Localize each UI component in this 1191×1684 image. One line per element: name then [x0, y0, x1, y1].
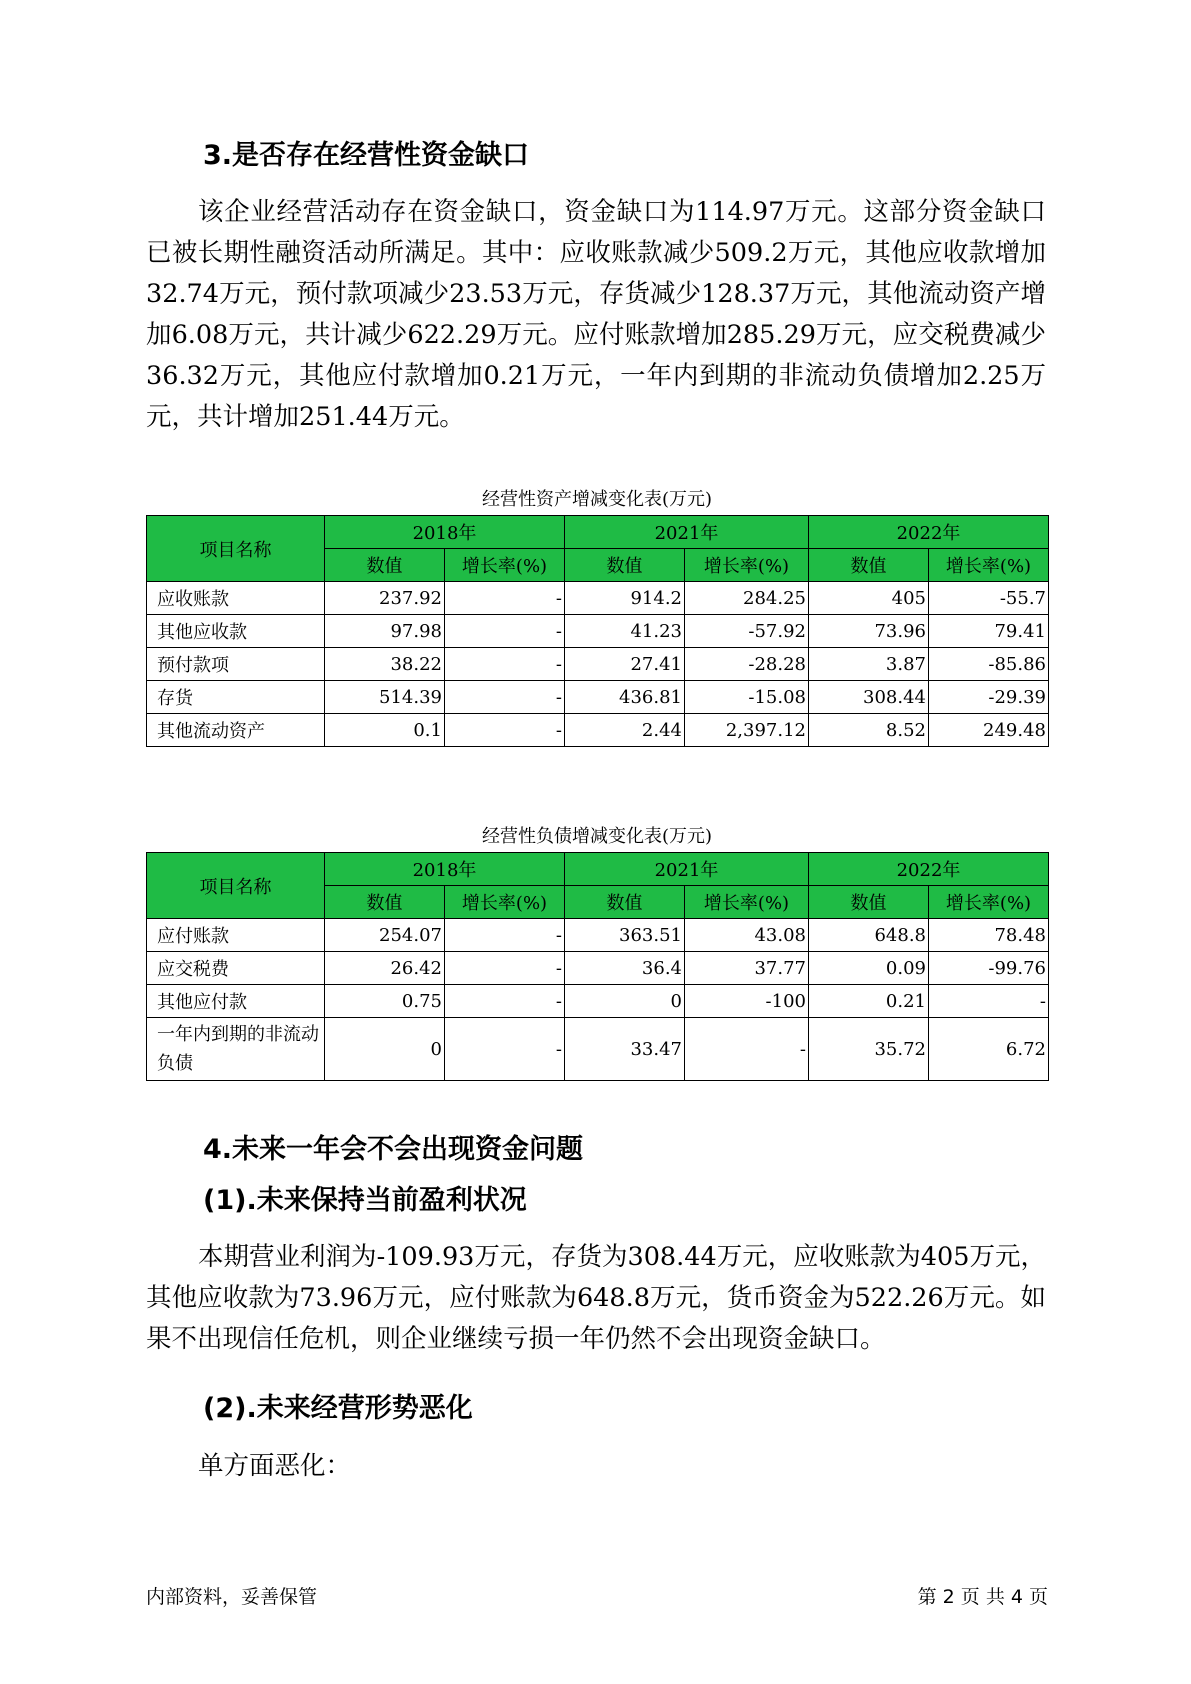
- table-cell: -: [445, 952, 565, 985]
- table-cell: -55.7: [929, 582, 1049, 615]
- table-row: [147, 1018, 1049, 1081]
- table-cell: 0.1: [325, 714, 445, 747]
- table-cell: 0.09: [809, 952, 929, 985]
- table-cell: 436.81: [565, 681, 685, 714]
- table-cell: 37.77: [685, 952, 809, 985]
- table-cell: 363.51: [565, 919, 685, 952]
- table-cell: 0.21: [809, 985, 929, 1018]
- table-cell: 2,397.12: [685, 714, 809, 747]
- table-cell: 38.22: [325, 648, 445, 681]
- table-cell: 237.92: [325, 582, 445, 615]
- table-row: [147, 681, 1049, 714]
- table-cell: 0: [565, 985, 685, 1018]
- table-row: [147, 985, 1049, 1018]
- table-cell: 35.72: [809, 1018, 929, 1081]
- liabilities-table-caption: 经营性负债增减变化表(万元): [481, 826, 713, 847]
- growth-subheader: 增长率(%): [929, 549, 1049, 582]
- row-label: 一年内到期的非流动负债: [147, 1018, 325, 1081]
- row-label: 预付款项: [147, 648, 325, 681]
- table-row: [147, 648, 1049, 681]
- year-header: 2021年: [565, 853, 809, 886]
- table-cell: -: [445, 648, 565, 681]
- liabilities-table: [146, 852, 1049, 1081]
- table-cell: 36.4: [565, 952, 685, 985]
- table-cell: 0: [325, 1018, 445, 1081]
- table-cell: -: [445, 582, 565, 615]
- row-label: 其他流动资产: [147, 714, 325, 747]
- table-cell: 308.44: [809, 681, 929, 714]
- table-cell: -99.76: [929, 952, 1049, 985]
- table-cell: -28.28: [685, 648, 809, 681]
- footer-page-number: 第 2 页 共 4 页: [917, 1586, 1048, 1608]
- table-cell: 27.41: [565, 648, 685, 681]
- value-subheader: 数值: [809, 549, 929, 582]
- year-header: 2018年: [325, 853, 565, 886]
- table-cell: 284.25: [685, 582, 809, 615]
- table-cell: -15.08: [685, 681, 809, 714]
- table-cell: 0.75: [325, 985, 445, 1018]
- table-cell: 914.2: [565, 582, 685, 615]
- table-cell: -: [445, 681, 565, 714]
- table-cell: -57.92: [685, 615, 809, 648]
- table-cell: -29.39: [929, 681, 1049, 714]
- table-cell: 97.98: [325, 615, 445, 648]
- table-cell: -: [445, 714, 565, 747]
- table-row: [147, 714, 1049, 747]
- growth-subheader: 增长率(%): [929, 886, 1049, 919]
- row-label: 存货: [147, 681, 325, 714]
- table-cell: -: [445, 985, 565, 1018]
- table-cell: 79.41: [929, 615, 1049, 648]
- value-subheader: 数值: [325, 549, 445, 582]
- table-cell: 8.52: [809, 714, 929, 747]
- row-label: 应交税费: [147, 952, 325, 985]
- assets-table: [146, 515, 1049, 747]
- row-label: 其他应付款: [147, 985, 325, 1018]
- table-cell: 73.96: [809, 615, 929, 648]
- value-subheader: 数值: [565, 886, 685, 919]
- table-cell: -: [685, 1018, 809, 1081]
- table-cell: 26.42: [325, 952, 445, 985]
- year-header: 2022年: [809, 853, 1049, 886]
- table-cell: 43.08: [685, 919, 809, 952]
- subsection-2-paragraph: 单方面恶化：: [198, 1451, 352, 1481]
- table-cell: 405: [809, 582, 929, 615]
- subsection-2-heading: (2).未来经营形势恶化: [203, 1393, 473, 1424]
- table-row: [147, 615, 1049, 648]
- table-cell: 514.39: [325, 681, 445, 714]
- value-subheader: 数值: [809, 886, 929, 919]
- year-header: 2021年: [565, 516, 809, 549]
- item-header: 项目名称: [147, 516, 325, 582]
- subsection-1-heading: (1).未来保持当前盈利状况: [203, 1185, 527, 1216]
- value-subheader: 数值: [325, 886, 445, 919]
- table-row: [147, 919, 1049, 952]
- subsection-1-paragraph: 本期营业利润为-109.93万元，存货为308.44万元，应收账款为405万元，其他应收款为73.96万元，应付账款为648.8万元，货币资金为522.26万元。如果不出现信任危机，则企业继续亏损一年仍然不会出现资金缺口。: [146, 1242, 1046, 1354]
- growth-subheader: 增长率(%): [685, 886, 809, 919]
- footer-confidential-note: 内部资料，妥善保管: [146, 1586, 318, 1608]
- table-cell: -: [445, 1018, 565, 1081]
- table-cell: -: [445, 615, 565, 648]
- table-cell: -100: [685, 985, 809, 1018]
- table-cell: 2.44: [565, 714, 685, 747]
- section-4-heading: 4.未来一年会不会出现资金问题: [203, 1134, 584, 1165]
- table-cell: 6.72: [929, 1018, 1049, 1081]
- table-cell: 648.8: [809, 919, 929, 952]
- table-cell: 33.47: [565, 1018, 685, 1081]
- assets-table-caption: 经营性资产增减变化表(万元): [481, 489, 713, 510]
- value-subheader: 数值: [565, 549, 685, 582]
- table-cell: 78.48: [929, 919, 1049, 952]
- item-header: 项目名称: [147, 853, 325, 919]
- row-label: 应付账款: [147, 919, 325, 952]
- growth-subheader: 增长率(%): [445, 886, 565, 919]
- year-header: 2018年: [325, 516, 565, 549]
- year-header: 2022年: [809, 516, 1049, 549]
- table-row: [147, 952, 1049, 985]
- table-cell: 3.87: [809, 648, 929, 681]
- table-cell: -85.86: [929, 648, 1049, 681]
- growth-subheader: 增长率(%): [445, 549, 565, 582]
- section-3-paragraph: 该企业经营活动存在资金缺口，资金缺口为114.97万元。这部分资金缺口已被长期性融资活动所满足。其中：应收账款减少509.2万元，其他应收款增加32.74万元，预付款项减少23.53万元，存货减少128.37万元，其他流动资产增加6.08万元，共计减少622.29万元。应付账款增加285.29万元，应交税费减少36.32万元，其他应付款增加0.21万元，一年内到期的非流动负债增加2.25万元，共计增加251.44万元。: [146, 197, 1046, 432]
- row-label: 其他应收款: [147, 615, 325, 648]
- table-cell: 249.48: [929, 714, 1049, 747]
- growth-subheader: 增长率(%): [685, 549, 809, 582]
- table-cell: 41.23: [565, 615, 685, 648]
- table-row: [147, 582, 1049, 615]
- row-label: 应收账款: [147, 582, 325, 615]
- section-3-heading: 3.是否存在经营性资金缺口: [203, 140, 530, 171]
- table-cell: 254.07: [325, 919, 445, 952]
- table-cell: -: [445, 919, 565, 952]
- table-cell: -: [929, 985, 1049, 1018]
